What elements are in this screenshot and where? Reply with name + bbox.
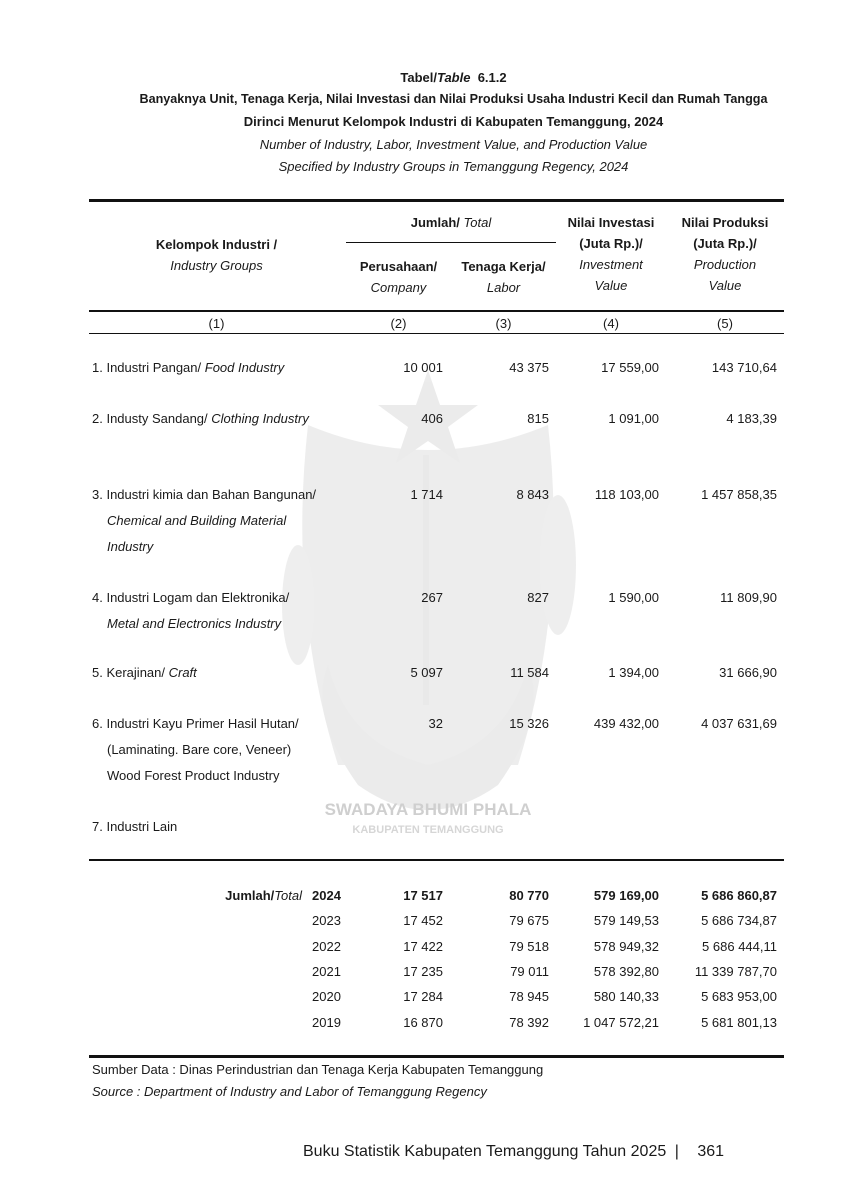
total-labor: 80 770	[509, 888, 549, 903]
cell-production: 1 457 858,35	[701, 487, 777, 502]
header-labor: Tenaga Kerja/ Labor	[461, 259, 546, 295]
totals-label: Jumlah/Total	[225, 888, 302, 903]
total-company: 17 517	[403, 888, 443, 903]
total-company: 17 235	[403, 963, 443, 979]
total-production: 5 686 860,87	[701, 888, 777, 903]
cell-labor: 11 584	[510, 665, 549, 680]
row-label: 1. Industri Pangan/ Food Industry	[92, 360, 285, 375]
body-bottom-rule	[89, 859, 784, 861]
row-label: 4. Industri Logam dan Elektronika/ Metal and Electronics Industry	[92, 590, 290, 631]
total-investment: 1 047 572,21	[583, 1014, 659, 1030]
page-footer	[303, 1143, 724, 1161]
watermark-subtext: KABUPATEN TEMANGGUNG	[352, 824, 504, 836]
cell-company: 10 001	[403, 360, 443, 375]
cell-investment: 1 091,00	[608, 411, 659, 426]
cell-production: 11 809,90	[720, 590, 777, 605]
header-total: Jumlah/ Total	[410, 215, 492, 230]
header-production: Nilai Produksi (Juta Rp.)/ Production Value	[681, 215, 769, 293]
table-bottom-rule	[89, 1055, 784, 1058]
cell-investment: 439 432,00	[593, 716, 659, 731]
total-header-rule	[346, 242, 556, 243]
total-investment: 580 140,33	[593, 989, 659, 1005]
total-year: 2024	[312, 888, 341, 903]
total-labor: 79 675	[509, 913, 549, 929]
page-number: 361	[697, 1143, 725, 1160]
cell-investment: 118 103,00	[594, 487, 659, 502]
total-investment: 578 392,80	[593, 963, 659, 979]
total-production: 5 686 444,11	[702, 938, 777, 954]
total-investment: 579 169,00	[593, 888, 659, 903]
cell-investment: 1 590,00	[608, 590, 659, 605]
cell-production: 4 183,39	[726, 411, 777, 426]
cell-labor: 43 375	[509, 360, 549, 375]
total-investment: 578 949,32	[593, 938, 659, 954]
cell-company: 1 714	[410, 487, 443, 502]
total-production: 5 681 801,13	[701, 1014, 777, 1030]
total-year: 2022	[312, 938, 341, 954]
cell-investment: 17 559,00	[601, 360, 659, 375]
colnum-1: (1)	[208, 316, 225, 331]
row-label: 5. Kerajinan/ Craft	[92, 665, 197, 680]
total-production: 11 339 787,70	[694, 963, 777, 979]
watermark-text: SWADAYA BHUMI PHALA	[324, 800, 532, 819]
total-production: 5 683 953,00	[701, 989, 777, 1005]
title-line-3: Number of Industry, Labor, Investment Value, and Production Value	[259, 137, 648, 152]
row-label: 2. Industy Sandang/ Clothing Industry	[92, 411, 309, 426]
header-company: Perusahaan/ Company	[359, 259, 438, 295]
cell-company: 5 097	[410, 665, 443, 680]
cell-company: 267	[421, 590, 443, 605]
row-label: 3. Industri kimia dan Bahan Bangunan/ Chemical and Building Material Industry	[92, 487, 317, 554]
footer-separator: |	[674, 1143, 679, 1160]
cell-company: 32	[428, 716, 443, 731]
total-company: 17 284	[403, 989, 443, 1005]
total-year: 2021	[312, 963, 341, 979]
colnum-4: (4)	[603, 316, 619, 331]
colnum-2: (2)	[390, 316, 407, 331]
row-label: 7. Industri Lain	[92, 819, 178, 834]
title-line-2: Dirinci Menurut Kelompok Industri di Kabupaten Temanggung, 2024	[243, 114, 664, 129]
source-english: Source : Department of Industry and Labor of Temanggung Regency	[92, 1084, 487, 1099]
colnum-3: (3)	[495, 316, 512, 331]
cell-investment: 1 394,00	[608, 665, 659, 680]
cell-labor: 15 326	[509, 716, 549, 731]
total-year: 2020	[312, 989, 341, 1005]
cell-production: 31 666,90	[719, 665, 777, 680]
total-production: 5 686 734,87	[701, 913, 777, 929]
header-investment: Nilai Investasi (Juta Rp.)/ Investment Value	[567, 215, 655, 293]
total-labor: 78 945	[509, 989, 549, 1005]
total-company: 17 422	[403, 938, 443, 954]
total-company: 17 452	[403, 913, 443, 929]
total-year: 2019	[312, 1014, 341, 1030]
cell-labor: 815	[527, 411, 549, 426]
source-indonesian: Sumber Data : Dinas Perindustrian dan Tenaga Kerja Kabupaten Temanggung	[92, 1062, 544, 1077]
header-bottom-rule	[89, 310, 784, 312]
table-number: Tabel/Table 6.1.2	[400, 70, 507, 85]
title-line-1: Banyaknya Unit, Tenaga Kerja, Nilai Investasi dan Nilai Produksi Usaha Industri Kecil dan Rumah Tangga	[139, 92, 768, 106]
cell-company: 406	[421, 411, 443, 426]
cell-labor: 8 843	[516, 487, 549, 502]
cell-production: 143 710,64	[711, 360, 777, 375]
cell-production: 4 037 631,69	[701, 716, 777, 731]
total-company: 16 870	[403, 1014, 443, 1030]
title-line-4: Specified by Industry Groups in Temanggung Regency, 2024	[278, 159, 629, 174]
row-label: 6. Industri Kayu Primer Hasil Hutan/ (Laminating. Bare core, Veneer) Wood Forest Product Industry	[92, 716, 299, 783]
total-labor: 79 518	[509, 938, 549, 954]
total-labor: 78 392	[509, 1014, 549, 1030]
header-industry-groups: Kelompok Industri / Industry Groups	[155, 237, 278, 273]
book-title: Buku Statistik Kabupaten Temanggung Tahun 2025	[303, 1143, 667, 1160]
colnum-5: (5)	[717, 316, 733, 331]
total-year: 2023	[312, 913, 341, 929]
table-top-rule	[89, 199, 784, 202]
total-labor: 79 011	[510, 963, 549, 979]
cell-labor: 827	[527, 590, 549, 605]
total-investment: 579 149,53	[593, 913, 659, 929]
